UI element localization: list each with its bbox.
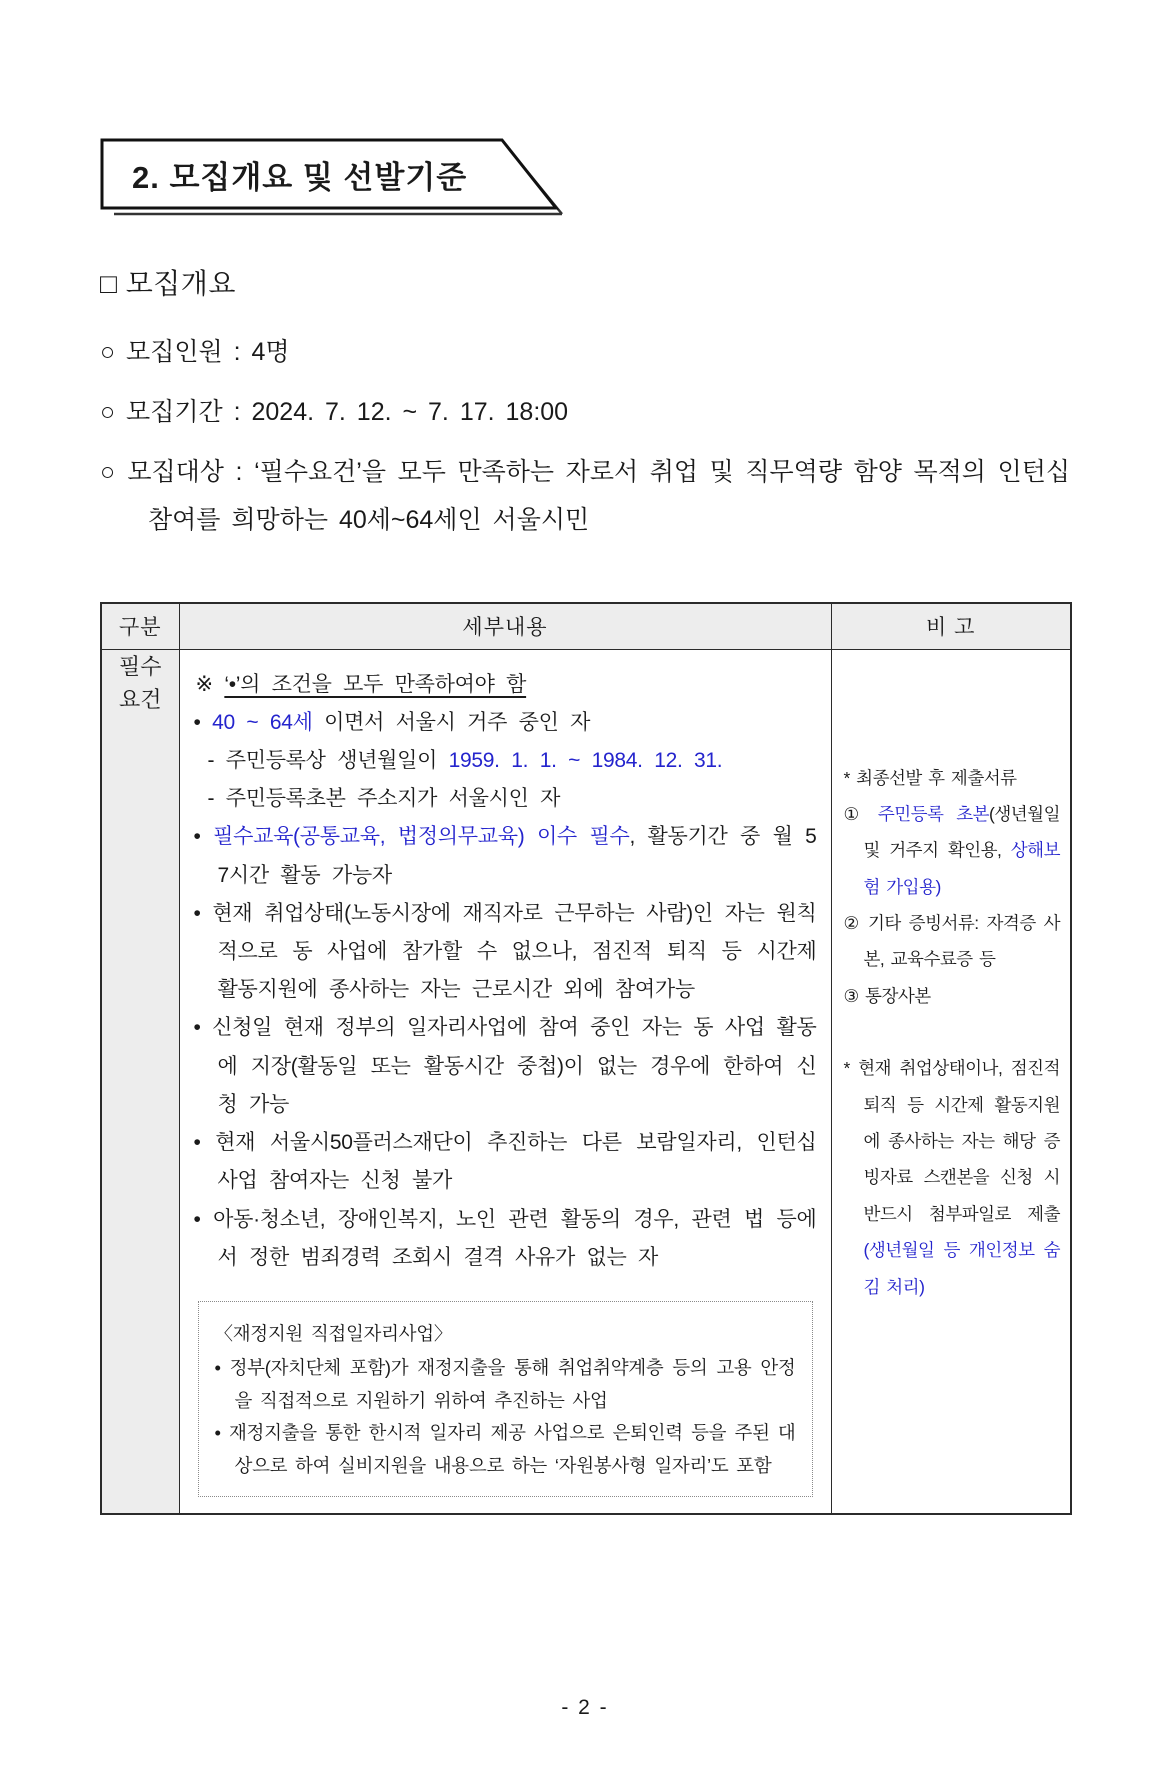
detail-item-age: • 40 ~ 64세 이면서 서울시 거주 중인 자 <box>193 710 591 734</box>
detail-note: ※ ‘•’의 조건을 모두 만족하여야 함 <box>195 672 527 696</box>
row-label-required: 필수 요건 <box>101 649 179 1514</box>
document-page <box>0 138 1170 1792</box>
remark-document-3: ③ 통장사본 <box>843 985 931 1006</box>
detail-item-birthdate: - 주민등록상 생년월일이 1959. 1. 1. ~ 1984. 12. 31. <box>207 748 723 772</box>
definition-box <box>198 1301 813 1497</box>
requirements-table <box>100 602 1072 1515</box>
page-number: - 2 - <box>561 1696 609 1719</box>
header-category: 구분 <box>101 603 179 649</box>
overview-item-headcount: ○ 모집인원 : 4명 <box>100 338 290 366</box>
definition-box-title: 〈재정지원 직접일자리사업〉 <box>214 1323 453 1344</box>
details-cell <box>179 649 831 1514</box>
overview-item-period: ○ 모집기간 : 2024. 7. 12. ~ 7. 17. 18:00 <box>100 398 569 426</box>
overview-list <box>100 328 1070 544</box>
detail-item-criminal: • 아동·청소년, 장애인복지, 노인 관련 활동의 경우, 관련 법 등에서 정한 범죄경력 조회시 결격 사유가 없는 자 <box>193 1207 817 1269</box>
section-title-banner <box>100 138 580 222</box>
detail-item-foundation: • 현재 서울시50플러스재단이 추진하는 다른 보람일자리, 인턴십 사업 참여자는 신청 불가 <box>193 1131 817 1193</box>
definition-box-item: • 재정지출을 통한 한시적 일자리 제공 사업으로 은퇴인력 등을 주된 대상으로 하여 실비지원을 내용으로 하는 ‘자원봉사형 일자리’도 포함 <box>214 1422 796 1476</box>
remarks-cell <box>831 649 1071 1514</box>
table-body-row <box>101 649 1071 1514</box>
overview-heading: □ 모집개요 <box>100 268 236 299</box>
remark-document-2: ② 기타 증빙서류: 자격증 사본, 교육수료증 등 <box>843 913 1060 970</box>
detail-item-jobprogram: • 신청일 현재 정부의 일자리사업에 참여 중인 자는 동 사업 활동에 지장(활동일 또는 활동시간 중첩)이 없는 경우에 한하여 신청 가능 <box>193 1016 817 1116</box>
detail-item-employment: • 현재 취업상태(노동시장에 재직자로 근무하는 사람)인 자는 원칙적으로 동 사업에 참가할 수 없으나, 점진적 퇴직 등 시간제 활동지원에 종사하는 자는 근로시간 외에 참여가능 <box>193 901 817 1002</box>
overview-item-target: ○ 모집대상 : ‘필수요건’을 모두 만족하는 자로서 취업 및 직무역량 함양 목적의 인턴십 참여를 희망하는 40세~64세인 서울시민 <box>100 458 1070 534</box>
table-header-row <box>101 603 1071 649</box>
remark-documents-title: * 최종선발 후 제출서류 <box>843 767 1017 788</box>
remark-document-1: ① 주민등록 초본(생년월일 및 거주지 확인용, 상해보험 가입용) <box>843 803 1060 897</box>
detail-item-address: - 주민등록초본 주소지가 서울시인 자 <box>207 787 561 811</box>
remark-employment-note: * 현재 취업상태이나, 점진적퇴직 등 시간제 활동지원에 종사하는 자는 해당 증빙자료 스캔본을 신청 시 반드시 첨부파일로 제출 (생년월일 등 개인정보 숨김 처리) <box>843 1058 1060 1297</box>
header-details: 세부내용 <box>179 603 831 649</box>
page-title: 2. 모집개요 및 선발기준 <box>132 160 468 195</box>
header-remarks: 비 고 <box>831 603 1071 649</box>
definition-box-item: • 정부(자치단체 포함)가 재정지출을 통해 취업취약계층 등의 고용 안정을 직접적으로 지원하기 위하여 추진하는 사업 <box>214 1357 796 1411</box>
detail-item-education: • 필수교육(공통교육, 법정의무교육) 이수 필수, 활동기간 중 월 57시간 활동 가능자 <box>193 825 817 887</box>
